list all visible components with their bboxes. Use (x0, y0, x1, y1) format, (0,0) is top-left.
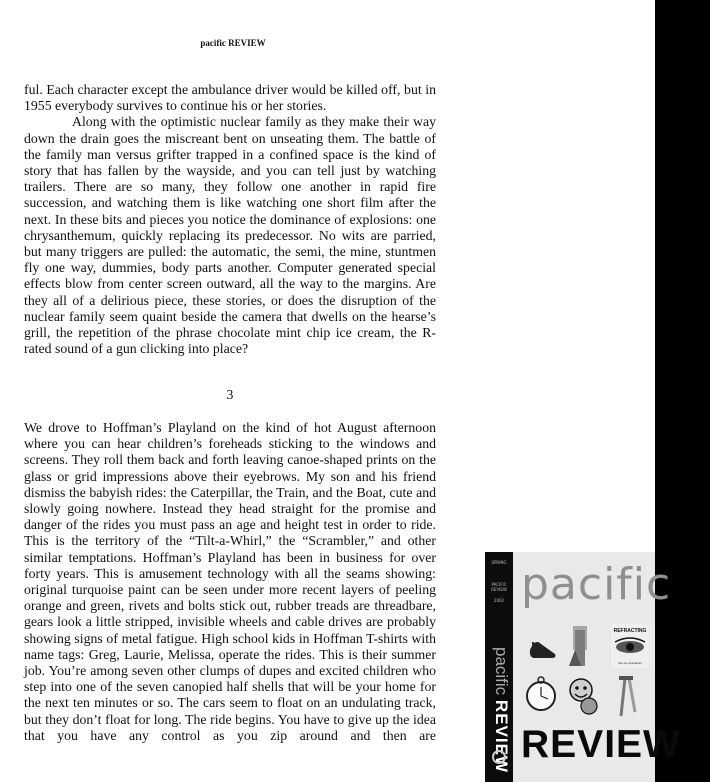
paragraph: ful. Each character except the ambulance driver would be killed off, but in 1955 everybody survives to continue his or her stories. (24, 82, 436, 114)
hand-icon (569, 626, 587, 666)
publisher-logo-icon (492, 750, 506, 764)
spine-text: PACIFIC REVIEW (491, 582, 507, 592)
spine-text: SPRING (491, 560, 507, 565)
section-number: 3 (226, 387, 234, 402)
cover-title: pacific (521, 559, 672, 610)
spine-title-light: pacific (492, 647, 511, 696)
art-caption: REFRACTING (613, 628, 647, 634)
shoe-icon (530, 642, 556, 658)
pocket-watch-icon (527, 677, 555, 710)
eye-poster-icon (611, 624, 649, 668)
text-block-2 (24, 420, 436, 744)
paragraph: Along with the optimistic nuclear family as they make their way down the drain goes the miscreant bent on unseating them. The battle of the family man versus grifter trapped in a confined space is the kind of story that has fallen by the wayside, and you can tell just by watching trailers. There are so many, they follow one another in rapid fire succession, and watching them is like watching one short film after the next. In these bits and pieces you notice the dominance of explosions: one chrysanthemum, quickly replacing its predecessor. No wits are parried, but many triggers are pulled: the automatic, the semi, the mine, stuntmen fly one way, dummies, body parts another. Computer generated special effects blow from center screen outward, all the way to the margins. Are they all of a delirious piece, these stories, or does the disruption of the nuclear family seem quaint beside the camera that dwells on the hearse’s grill, the repetition of the phrase chocolate mint chip ice cream, the R-rated sound of a gun clicking into place? (24, 114, 436, 357)
tool-icon (619, 678, 635, 716)
paragraph: We drove to Hoffman’s Playland on the kind of hot August afternoon where you can hear children’s foreheads sticking to the windows and screens. They roll them back and forth leaving canoe-shaped prints on the glass or grid impressions above their eyebrows. My son and his friend dismiss the babyish rides: the Caterpillar, the Train, and the Boat, cute and slowly going nowhere. Instead they head straight for the promise and danger of the rides you must pass an age and height test in order to ride. This is the territory of the “Tilt-a-Whirl,” the “Scrambler,” and other similar temptations. Hoffman’s Playland has been in business for over forty years. This is amusement technology with all the seams showing: original turquoise paint can be seen under more recent layers of peeling orange and green, rivets and bolts stick out, rubber treads are threadbare, gears look a little stripped, invisible wheels and cable drives are probably showing signs of metal fatigue. High school kids in Hoffman T-shirts with name tags: Greg, Laurie, Melissa, operate the rides. This is their summer job. You’re among seven other clumps of dupes and excited children who step into one of the seven canopied half shells that will be your home for the next ten minutes or so. The cars seem to float on an undulating track, but they don’t float for long. The ride begins. You have to give up the idea that you have any control as you zip around and then are (24, 420, 436, 743)
spine-title-bold: REVIEW (492, 699, 511, 773)
cover-spine (485, 552, 513, 782)
spine-title (491, 647, 511, 773)
spine-text: 2002 (493, 598, 505, 603)
cover-review-title: REVIEW (521, 723, 681, 766)
faces-icon (570, 679, 597, 714)
text-block-1 (24, 82, 436, 357)
art-subcaption: We are lipstaticks (618, 661, 642, 665)
book-cover-image (485, 552, 681, 782)
black-edge-band (655, 0, 710, 782)
running-header: pacific REVIEW (200, 38, 266, 48)
cover-artwork (525, 620, 650, 724)
